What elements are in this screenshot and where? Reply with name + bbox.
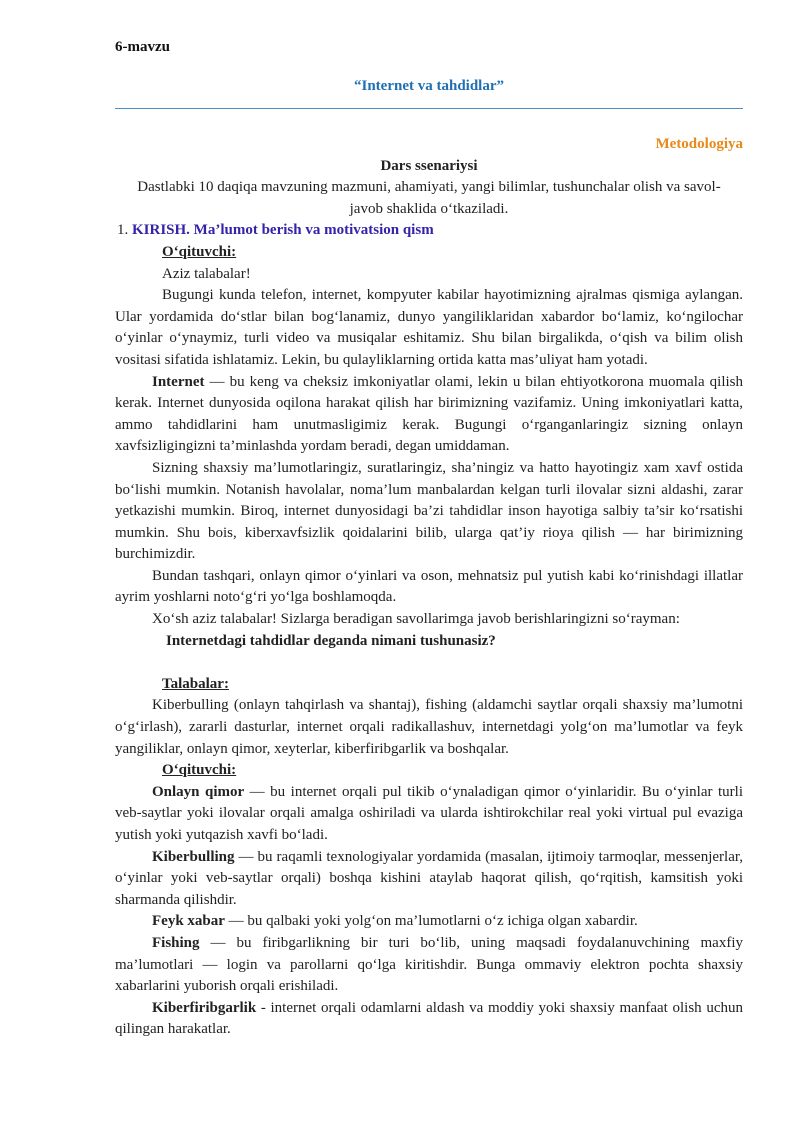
title-divider <box>115 108 743 109</box>
spacer <box>115 652 743 674</box>
definition-term: Kiberbulling <box>152 848 235 865</box>
methodology-label: Metodologiya <box>655 136 743 152</box>
definition-text: — bu raqamli texnologiyalar yordamida (masalan, ijtimoiy tarmoqlar, messenjerlar, o‘yinlar yoki veb-saytlar orqali) boshqa kishini ataylab haqorat qilish, qo‘rqitish, kamsitish yoki sharmanda qilishdir. <box>115 848 743 908</box>
definition-text: - internet orqali odamlarni aldash va moddiy yoki shaxsiy manfaat olish uchun qilingan harakatlar. <box>115 999 743 1038</box>
section-heading <box>115 220 743 242</box>
definition-term: Kiberfiribgarlik <box>152 999 257 1016</box>
document-body <box>115 134 743 1041</box>
definition-term: Feyk xabar <box>152 913 225 930</box>
definition-text: — bu internet orqali pul tikib o‘ynaladigan qimor o‘yinlaridir. Bu o‘yinlar turli veb-saytlar yoki ilovalar orqali amalga oshiriladi va ularda ishtirokchilar real yoki virtual pul evaziga yutish yoki yutqazish xavfi bo‘ladi. <box>115 783 743 843</box>
definition-fake-news <box>115 911 743 933</box>
definition-cyberfraud <box>115 998 743 1041</box>
definition-term: Onlayn qimor <box>152 783 245 800</box>
definition-online-gambling <box>115 782 743 847</box>
question: Internetdagi tahdidlar deganda nimani tushunasiz? <box>166 632 496 649</box>
definition-text: — bu qalbaki yoki yolg‘on ma’lumotlarni o‘z ichiga olgan xabardir. <box>224 913 638 930</box>
paragraph-1: Bugungi kunda telefon, internet, kompyuter kabilar hayotimizning ajralmas qismiga aylangan. Ular yordamida do‘stlar bilan bog‘lanamiz, dunyo yangiliklaridan xabardor bo‘lamiz, ko‘ngilochar o‘yinlar o‘ynaymiz, turli video va musiqalar eshitamiz. Shu bilan birgalikda, o‘qish va bilim olish vositasi sifatida ishlatamiz. Lekin, bu qulayliklarning ortida katta mas’uliyat ham yotadi. <box>115 287 743 368</box>
students-answer: Kiberbulling (onlayn tahqirlash va shantaj), fishing (aldamchi saytlar orqali shaxsiy ma’lumotni o‘g‘irlash), zararli dasturlar, internet orqali radikallashuv, internetdagi yolg‘on ma’lumotlar va feyk yangiliklar, onlayn qimor, xeyterlar, kiberfiribgarlik va boshqalar. <box>115 697 743 757</box>
paragraph-2-text: — bu keng va cheksiz imkoniyatlar olami, lekin u bilan ehtiyotkorona muomala qilish kerak. Internet dunyosida oqilona harakat qilish har birimizning vazifamiz. Uning imkoniyatlari katta, ammo tahdidlarini ham unutmasligimiz kerak. Bugungi o‘rganganlaringiz sizning onlayn xavfsizligingizni ta’minlashda yordam beradi, degan umiddaman. <box>115 373 743 455</box>
paragraph-5: Xo‘sh aziz talabalar! Sizlarga beradigan savollarimga javob berishlaringizni so‘rayman: <box>152 611 680 628</box>
scenario-text: Dastlabki 10 daqiqa mavzuning mazmuni, ahamiyati, yangi bilimlar, tushunchalar olish va savol-javob shaklida o‘tkaziladi. <box>137 179 721 217</box>
document-title: “Internet va tahdidlar” <box>354 78 504 94</box>
paragraph-2 <box>115 372 743 458</box>
teacher-role-label-2: O‘qituvchi: <box>162 762 237 779</box>
definition-cyberbullying <box>115 847 743 912</box>
topic-number: 6-mavzu <box>115 39 170 55</box>
term-internet: Internet <box>152 373 205 390</box>
paragraph-4: Bundan tashqari, onlayn qimor o‘yinlari va oson, mehnatsiz pul yutish kabi ko‘rinishdagi illatlar ayrim yoshlarni noto‘g‘ri yo‘lga boshlamoqda. <box>115 567 743 606</box>
section-label: KIRISH. Ma’lumot berish va motivatsion qism <box>132 222 434 239</box>
paragraph-3: Sizning shaxsiy ma’lumotlaringiz, suratlaringiz, sha’ningiz va hatto hayotingiz xam xavf ostida bo‘lishi mumkin. Notanish havolalar, noma’lum manbalardan kelgan turli ilovalar sizni aldashi, zarar yetkazishi mumkin. Biroq, internet dunyosidagi ba’zi tahdidlar inson hayotiga salbiy ta’sir ko‘rsatishi mumkin. Shu bois, kiberxavfsizlik qoidalarini bilib, ularga qat’iy rioya qilish — har birimizning burchimizdir. <box>115 459 743 563</box>
definition-term: Fishing <box>152 934 200 951</box>
teacher-role-label: O‘qituvchi: <box>162 243 237 260</box>
section-number: 1. <box>117 222 129 239</box>
definition-phishing <box>115 933 743 998</box>
greeting: Aziz talabalar! <box>162 265 251 282</box>
scenario-title: Dars ssenariysi <box>380 157 478 174</box>
students-role-label: Talabalar: <box>162 675 229 692</box>
definition-text: — bu firibgarlikning bir turi bo‘lib, uning maqsadi foydalanuvchining maxfiy ma’lumotlari — login va parollarni qo‘lga kiritishdir. Bunga ommaviy elektron pochta shaxsiy xabarlarini yuborish orqali erishiladi. <box>115 934 743 995</box>
